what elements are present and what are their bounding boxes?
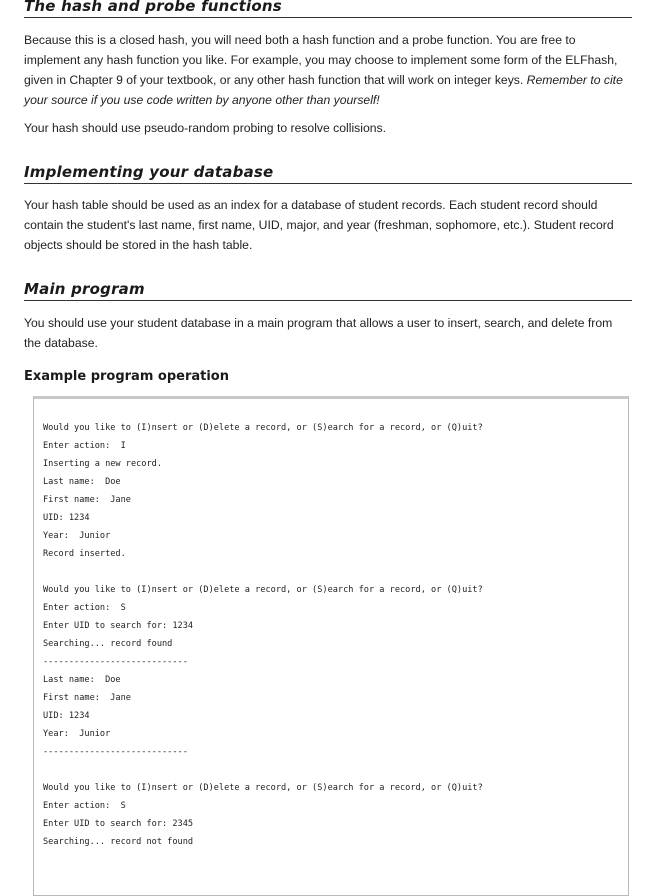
section-title-hash-probe: The hash and probe functions bbox=[24, 0, 632, 18]
console-line: Year: Junior bbox=[43, 531, 111, 541]
console-line: UID: 1234 bbox=[43, 711, 90, 721]
console-line: Year: Junior bbox=[43, 729, 111, 739]
console-line: Would you like to (I)nsert or (D)elete a record, or (S)earch for a record, or (Q)uit? bbox=[43, 585, 483, 595]
console-line: Enter UID to search for: 1234 bbox=[43, 621, 194, 631]
subtitle-example-operation: Example program operation bbox=[24, 369, 229, 384]
console-line: Would you like to (I)nsert or (D)elete a record, or (S)earch for a record, or (Q)uit? bbox=[43, 423, 483, 433]
console-line: First name: Jane bbox=[43, 693, 131, 703]
paragraph-main-program: You should use your student database in a main program that allows a user to insert, search, and delete from the database. bbox=[24, 316, 613, 350]
example-console-output bbox=[33, 396, 629, 896]
console-line: Enter action: S bbox=[43, 801, 126, 811]
console-line: ---------------------------- bbox=[43, 657, 188, 667]
console-line: Searching... record not found bbox=[43, 837, 194, 847]
section-title-main-program: Main program bbox=[24, 280, 632, 301]
console-line: Searching... record found bbox=[43, 639, 173, 649]
console-line: Last name: Doe bbox=[43, 675, 121, 685]
paragraph-probing: Your hash should use pseudo-random probing to resolve collisions. bbox=[24, 121, 387, 135]
console-line: Last name: Doe bbox=[43, 477, 121, 487]
console-line: Would you like to (I)nsert or (D)elete a record, or (S)earch for a record, or (Q)uit? bbox=[43, 783, 483, 793]
paragraph-hash-function bbox=[24, 30, 632, 110]
console-line: Enter UID to search for: 2345 bbox=[43, 819, 194, 829]
paragraph-database: Your hash table should be used as an index for a database of student records. Each student record should contain the student's last name, first name, UID, major, and year (freshman, sophomore, etc.). Student record objects should be stored in the hash table. bbox=[24, 198, 614, 252]
section-title-database: Implementing your database bbox=[24, 163, 632, 184]
console-line: Enter action: I bbox=[43, 441, 126, 451]
cite-source-note: Remember to cite your source if you use code written by anyone other than yourself! bbox=[24, 73, 623, 107]
console-line: Enter action: S bbox=[43, 603, 126, 613]
console-line: First name: Jane bbox=[43, 495, 131, 505]
console-line: Inserting a new record. bbox=[43, 459, 162, 469]
paragraph-hash-function-text: Because this is a closed hash, you will need both a hash function and a probe function. You are free to implement any hash function you like. For example, you may choose to implement some form of the ELFhash, given in Chapter 9 of your textbook, or any other hash function that will work on integer keys. bbox=[24, 33, 618, 87]
console-line: UID: 1234 bbox=[43, 513, 90, 523]
console-line: ---------------------------- bbox=[43, 747, 188, 757]
console-line: Record inserted. bbox=[43, 549, 126, 559]
